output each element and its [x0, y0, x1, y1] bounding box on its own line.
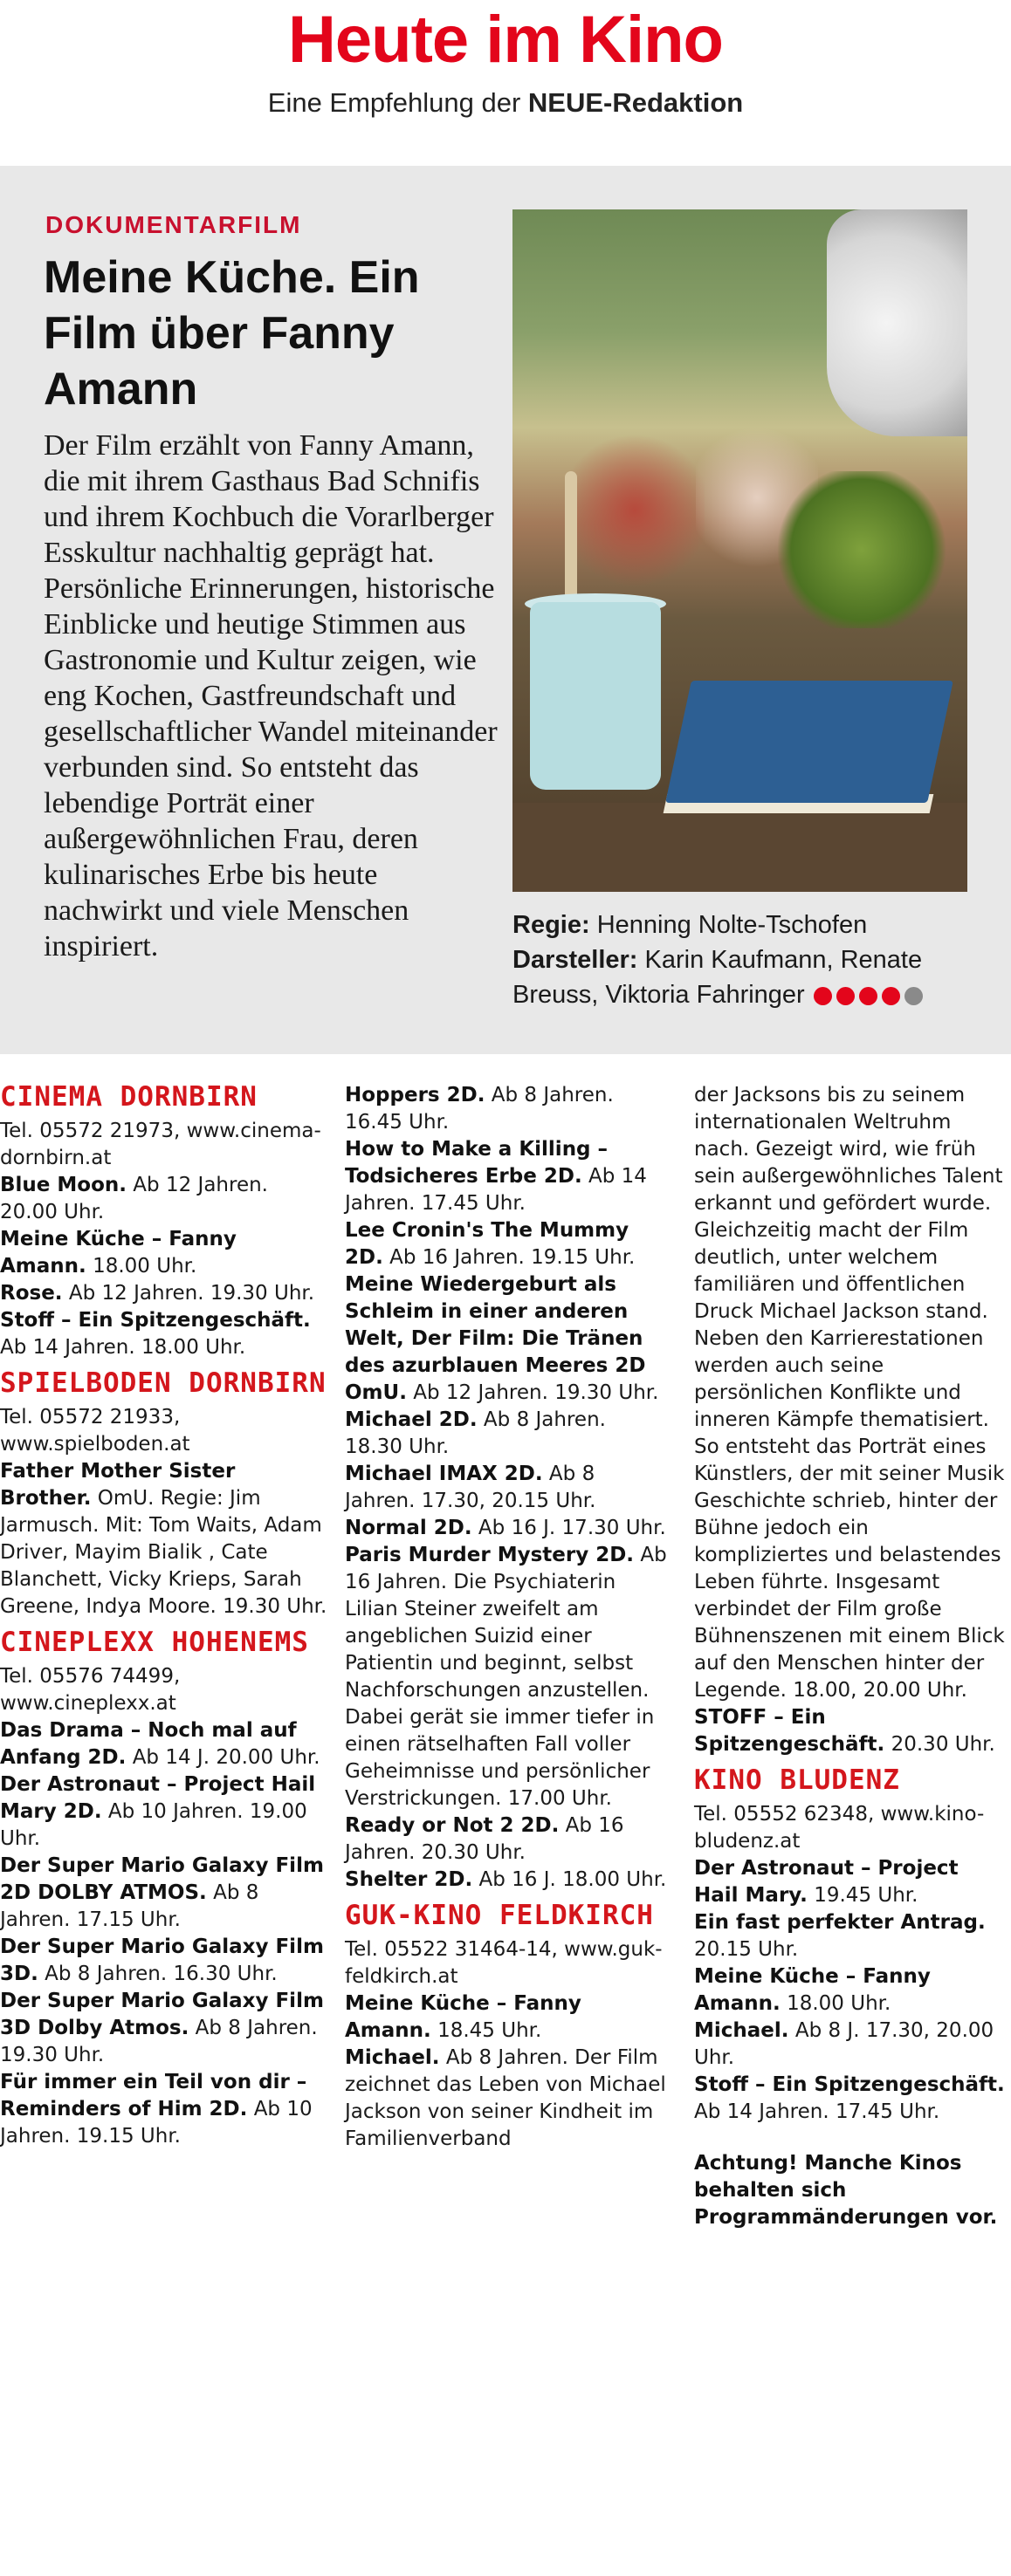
rating-dots [814, 987, 923, 1005]
cast-line [512, 942, 967, 1012]
film-title: Shelter 2D. [345, 1868, 473, 1891]
film-info: 19.45 Uhr. [807, 1884, 918, 1907]
film-entry [345, 1515, 668, 1542]
film-info: Ab 8 Jahren. 17.30, 20.15 Uhr. [345, 1463, 596, 1512]
film-credits [512, 908, 967, 1012]
film-entry [694, 1909, 1008, 1963]
listing-text: Tel. 05576 74499, www.cineplexx.at [0, 1665, 181, 1715]
film-info: Ab 8 Jahren. 18.30 Uhr. [345, 1408, 606, 1458]
film-entry [0, 1307, 327, 1361]
film-title: Lee Cronin's The Mummy 2D. [345, 1219, 629, 1269]
rating-dot-filled [882, 987, 900, 1005]
featured-film-description: Der Film erzählt von Fanny Amann, die mit ihrem Gasthaus Bad Schnifis und ihrem Kochbuch die Vorarlberger Esskultur nachhaltig geprägt hat. Persönliche Erinnerungen, historische Einblicke und heutige Stimmen aus Gastronomie und Kultur zeigen, wie eng Kochen, Gastfreundschaft und gesellschaftlicher Wandel miteinander verbunden sind. So entsteht das lebendige Porträt einer außergewöhnlichen Frau, deren kulinarisches Erbe bis heute nachwirkt und viele Menschen inspiriert. [44, 429, 498, 963]
subtitle-prefix: Eine Empfehlung der [267, 87, 528, 118]
film-info: Ab 12 Jahren. 19.30 Uhr. [406, 1381, 659, 1404]
film-entry [345, 1407, 668, 1461]
film-entry [0, 1771, 327, 1853]
film-entry [345, 1542, 668, 1812]
note-text: Achtung! Manche Kinos behalten sich Programmänderungen vor. [694, 2152, 998, 2229]
cast-label: Darsteller: [512, 946, 638, 974]
film-entry [0, 2069, 327, 2150]
listing-column-3 [694, 1082, 1008, 2231]
film-entry [694, 2072, 1008, 2126]
film-title: Der Astronaut – Project Hail Mary 2D. [0, 1773, 316, 1823]
film-info: OmU. Regie: Jim Jarmusch. Mit: Tom Waits, Adam Driver, Mayim Bialik , Cate Blanchett, Vicky Krieps, Sarah Greene, Indya Moore. 19.30 Uhr. [0, 1487, 327, 1618]
listing-text: Tel. 05572 21933, www.spielboden.at [0, 1406, 190, 1456]
film-info: Ab 8 Jahren. 17.15 Uhr. [0, 1881, 259, 1931]
film-title: STOFF – Ein Spitzengeschäft. [694, 1706, 885, 1756]
film-entry [694, 2018, 1008, 2072]
rating-dot-filled [836, 987, 855, 1005]
film-entry [694, 1855, 1008, 1909]
program-change-note [694, 2150, 1008, 2231]
cinema-name: CINEPLEXX HOHENEMS [0, 1627, 309, 1658]
film-info: Ab 16 Jahren. 19.15 Uhr. [382, 1246, 636, 1269]
film-info: Ab 16 J. 17.30 Uhr. [471, 1517, 666, 1539]
subtitle-brand: NEUE-Redaktion [527, 87, 744, 118]
film-title: Rose. [0, 1282, 63, 1305]
film-title: Ready or Not 2 2D. [345, 1814, 560, 1837]
film-title: Der Super Mario Galaxy Film 3D. [0, 1935, 324, 1985]
film-info: Ab 8 Jahren. 16.30 Uhr. [38, 1963, 278, 1985]
film-entry [0, 1226, 327, 1280]
film-info: Ab 10 Jahren. 19.15 Uhr. [0, 2098, 313, 2148]
cinema-name: GUK-KINO FELDKIRCH [345, 1900, 654, 1931]
film-title: Der Super Mario Galaxy Film 2D DOLBY ATMOS. [0, 1854, 324, 1904]
film-entry [345, 1867, 668, 1894]
film-info: 18.45 Uhr. [430, 2019, 542, 2042]
film-info: Ab 8 Jahren. 16.45 Uhr. [345, 1084, 614, 1134]
film-info: Ab 8 Jahren. Der Film zeichnet das Leben von Michael Jackson von seiner Kindheit im Familienverband [345, 2046, 666, 2150]
film-info: 20.30 Uhr. [884, 1733, 995, 1756]
listing-text: der Jacksons bis zu seinem internationalen Weltruhm nach. Gezeigt wird, wie früh sein außergewöhnliches Talent erkannt und gefördert wurde. Gleichzeitig macht der Film deutlich, unter welchem familiären und öffentlichen Druck Michael Jackson stand. Neben den Karrierestationen werden auch seine persönlichen Konflikte und inneren Kämpfe thematisiert. So entsteht das Porträt eines Künstlers, der mit seiner Musik Geschichte schrieb, hinter der Bühne jedoch ein kompliziertes und belastendes Leben führte. Insgesamt verbindet der Film große Bühnenszenen mit einem Blick auf den Menschen hinter der Legende. 18.00, 20.00 Uhr. [694, 1084, 1005, 1702]
featured-film-box [0, 166, 1011, 1054]
film-entry [694, 1704, 1008, 1758]
listing-column-2 [345, 1082, 668, 2153]
enamel-jug [530, 602, 661, 790]
rating-dot-filled [814, 987, 832, 1005]
film-info: 18.00 Uhr. [780, 1992, 891, 2015]
listing-column-1 [0, 1082, 327, 2150]
film-entry [0, 1280, 327, 1307]
cinema-name: SPIELBODEN DORNBIRN [0, 1367, 327, 1399]
wooden-table [512, 803, 967, 892]
film-title: Meine Küche – Fanny Amann. [694, 1965, 931, 2015]
film-entry [345, 1136, 668, 1217]
rating-dot-filled [859, 987, 877, 1005]
listing-text: Tel. 05572 21973, www.cinema-dornbirn.at [0, 1120, 321, 1169]
director-label: Regie: [512, 911, 590, 939]
film-entry [345, 1217, 668, 1271]
film-entry [0, 1172, 327, 1226]
film-title: How to Make a Killing – Todsicheres Erbe 2D. [345, 1138, 609, 1188]
film-title: Paris Murder Mystery 2D. [345, 1544, 635, 1566]
film-entry [345, 1271, 668, 1407]
film-title: Ein fast perfekter Antrag. [694, 1911, 986, 1934]
film-info: Ab 14 Jahren. 17.45 Uhr. [694, 2100, 940, 2123]
film-info: 18.00 Uhr. [86, 1255, 197, 1278]
film-title: Father Mother Sister Brother. [0, 1460, 236, 1510]
film-info: 20.15 Uhr. [694, 1938, 799, 1961]
film-info: Ab 14 Jahren. 18.00 Uhr. [0, 1336, 246, 1359]
film-info: Ab 8 J. 17.30, 20.00 Uhr. [694, 2019, 994, 2069]
film-title: Michael. [694, 2019, 789, 2042]
director-line [512, 908, 967, 942]
film-title: Meine Wiedergeburt als Schleim in einer anderen Welt, Der Film: Die Tränen des azurblauen Meeres 2D OmU. [345, 1273, 646, 1404]
film-title: Blue Moon. [0, 1174, 127, 1196]
film-title: Michael 2D. [345, 1408, 478, 1431]
cinema-name: CINEMA DORNBIRN [0, 1081, 258, 1113]
film-still-photo [512, 209, 967, 892]
plant-leaves [774, 471, 949, 628]
film-entry [0, 1853, 327, 1934]
cinema-name: KINO BLUDENZ [694, 1764, 900, 1796]
film-title: Michael. [345, 2046, 440, 2069]
film-entry [345, 1812, 668, 1867]
film-entry [0, 1988, 327, 2069]
page-header [0, 0, 1011, 166]
film-entry [345, 2045, 668, 2153]
film-info: Ab 12 Jahren. 19.30 Uhr. [62, 1282, 315, 1305]
film-title: Der Astronaut – Project Hail Mary. [694, 1857, 959, 1907]
listing-text: Tel. 05552 62348, www.kino-bludenz.at [694, 1803, 985, 1853]
cast-names: Karin Kaufmann, Renate Breuss, Viktoria Fahringer [512, 946, 923, 1009]
film-info: Ab 16 Jahren. Die Psychiaterin Lilian Steiner zweifelt am angeblichen Suizid einer Patientin und beginnt, selbst Nachforschungen anzustellen. Dabei gerät sie immer tiefer in einen rätselhaften Fall voller Geheimnisse und persönlicher Verstrickungen. 17.00 Uhr. [345, 1544, 667, 1810]
film-entry [694, 1963, 1008, 2018]
film-entry [345, 1990, 668, 2045]
photo-background-figure [565, 428, 705, 593]
film-entry [345, 1082, 668, 1136]
page-title: Heute im Kino [288, 3, 723, 77]
film-entry [0, 1717, 327, 1771]
hanging-pot [827, 209, 967, 436]
film-title: Normal 2D. [345, 1517, 472, 1539]
film-title: Hoppers 2D. [345, 1084, 485, 1106]
film-info: Ab 10 Jahren. 19.00 Uhr. [0, 1800, 307, 1850]
genre-kicker: DOKUMENTARFILM [45, 211, 302, 238]
film-title: Stoff – Ein Spitzengeschäft. [0, 1309, 311, 1332]
director-name: Henning Nolte-Tschofen [596, 911, 868, 939]
film-title: Für immer ein Teil von dir – Reminders of Him 2D. [0, 2071, 307, 2120]
listing-text: Tel. 05522 31464-14, www.guk-feldkirch.at [345, 1938, 663, 1988]
film-title: Stoff – Ein Spitzengeschäft. [694, 2073, 1005, 2096]
film-title: Meine Küche – Fanny Amann. [345, 1992, 581, 2042]
film-entry [345, 1461, 668, 1515]
film-title: Das Drama – Noch mal auf Anfang 2D. [0, 1719, 297, 1769]
featured-film-title: Meine Küche. Ein Film über Fanny Amann [44, 252, 420, 414]
rating-dot-empty [904, 987, 923, 1005]
film-info: Ab 14 J. 20.00 Uhr. [126, 1746, 320, 1769]
film-entry [0, 1934, 327, 1988]
film-info: Ab 12 Jahren. 20.00 Uhr. [0, 1174, 268, 1223]
film-title: Meine Küche – Fanny Amann. [0, 1228, 237, 1278]
film-info: Ab 8 Jahren. 19.30 Uhr. [0, 2017, 318, 2066]
film-info: Ab 16 J. 18.00 Uhr. [472, 1868, 667, 1891]
film-title: Michael IMAX 2D. [345, 1463, 543, 1485]
page-subtitle [0, 86, 1011, 120]
film-info: Ab 16 Jahren. 20.30 Uhr. [345, 1814, 624, 1864]
film-info: Ab 14 Jahren. 17.45 Uhr. [345, 1165, 647, 1215]
cookbook [665, 681, 953, 803]
film-entry [0, 1458, 327, 1620]
film-title: Der Super Mario Galaxy Film 3D Dolby Atmos. [0, 1990, 324, 2039]
